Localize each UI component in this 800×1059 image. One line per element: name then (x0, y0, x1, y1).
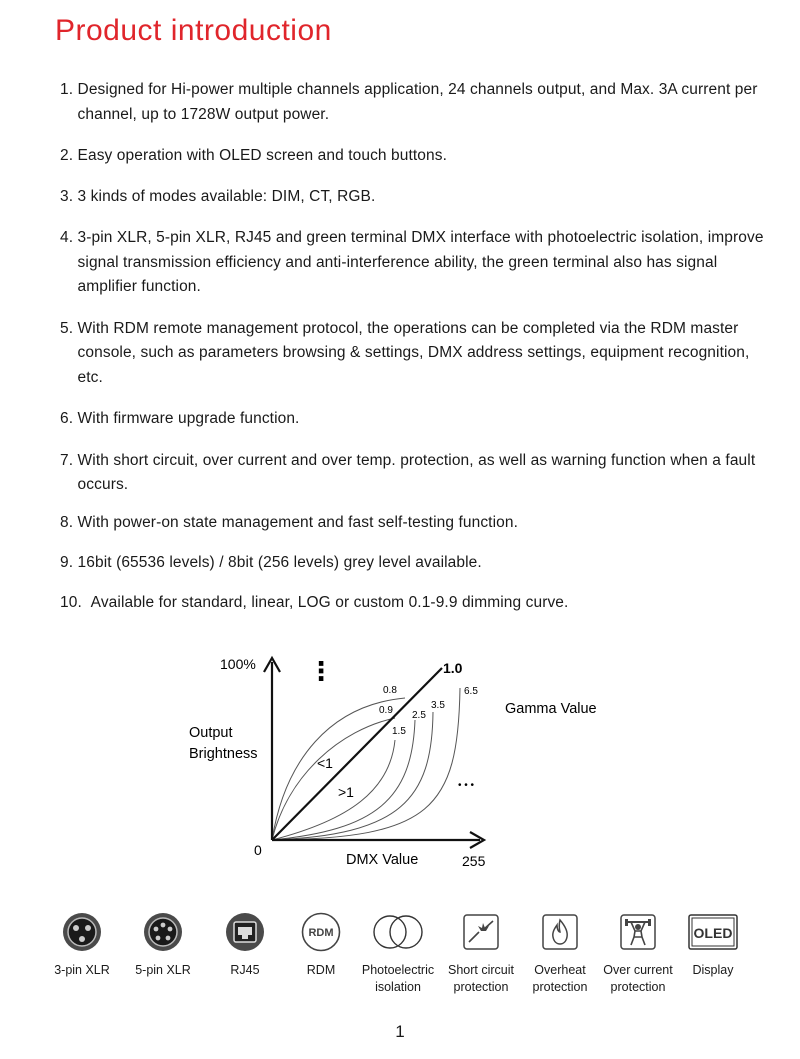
gamma-curve-3.5 (272, 712, 433, 840)
x-axis-max-label: 255 (462, 853, 486, 869)
item-text: Easy operation with OLED screen and touch buttons. (77, 147, 448, 164)
icon-cell (118, 912, 208, 979)
gamma-label-2.5: 2.5 (412, 710, 426, 721)
icon-cell (515, 912, 605, 996)
y-axis-max-label: 100% (220, 656, 256, 672)
icon-cell (37, 912, 127, 979)
item-text: With firmware upgrade function. (77, 410, 300, 427)
list-item (60, 185, 765, 210)
5pin-xlr-icon (143, 912, 183, 952)
gamma-label-1.5: 1.5 (392, 726, 406, 737)
icon-label: Display (692, 963, 734, 977)
icon-label: Overheat protection (532, 963, 588, 994)
icon-label: Photoelectric isolation (361, 963, 435, 994)
icon-cell (436, 912, 526, 996)
item-number: 8. (60, 513, 78, 531)
item-number: 7. (60, 451, 78, 469)
item-text: With short circuit, over current and over temp. protection, as well as warning function when a fault occurs. (77, 451, 756, 493)
item-text: With RDM remote management protocol, the operations can be completed via the RDM master console, such as parameters browsing & settings, DMX address settings, equipment recognition, etc. (77, 319, 750, 386)
item-number: 3. (60, 187, 78, 205)
icon-label: 3-pin XLR (54, 963, 110, 977)
page-title: Product introduction (55, 14, 332, 47)
gamma-label-3.5: 3.5 (431, 700, 445, 711)
item-text: 16bit (65536 levels) / 8bit (256 levels) grey level available. (77, 554, 482, 571)
list-item (60, 226, 765, 300)
gamma-curve-2.5 (272, 720, 415, 840)
rdm-icon (301, 912, 341, 952)
list-item (60, 449, 765, 498)
item-number: 9. (60, 554, 78, 571)
list-item (60, 511, 765, 536)
short-circuit-protection-icon (461, 912, 501, 952)
photoelectric-isolation-icon (366, 912, 430, 952)
item-number: 10. (60, 593, 91, 611)
less-than-one-label: <1 (317, 755, 333, 771)
icon-label: Short circuit protection (448, 963, 514, 994)
linear-curve (272, 668, 442, 840)
y-axis-label-line2: Brightness (189, 746, 258, 762)
y-axis-label-line1: Output (189, 725, 233, 741)
gamma-label-0.9: 0.9 (379, 705, 393, 716)
feature-icons-row (40, 912, 760, 1022)
item-number: 1. (60, 81, 78, 98)
rj45-icon (225, 912, 265, 952)
gamma-label-6.5: 6.5 (464, 686, 478, 697)
gamma-curve-diagram (180, 640, 620, 880)
item-number: 4. (60, 229, 78, 246)
icon-label: RDM (306, 963, 336, 977)
3pin-xlr-icon (62, 912, 102, 952)
over-current-protection-icon (618, 912, 658, 952)
x-axis-label: DMX Value (346, 852, 419, 868)
vertical-ellipsis: ⋮ (308, 656, 334, 686)
item-number: 2. (60, 147, 78, 164)
list-item (60, 144, 765, 169)
gamma-legend-label: Gamma Value (505, 701, 597, 717)
item-number: 5. (60, 319, 78, 337)
oled-glyph: OLED (693, 925, 733, 941)
origin-label: 0 (254, 842, 262, 858)
gamma-label-0.8: 0.8 (383, 685, 397, 696)
item-text: Available for standard, linear, LOG or custom 0.1-9.9 dimming curve. (90, 593, 569, 611)
page-number: 1 (395, 1022, 405, 1041)
icon-label: Over current protection (603, 963, 673, 994)
list-item (60, 78, 765, 127)
feature-list (60, 78, 765, 615)
list-item (60, 317, 765, 391)
rdm-glyph: RDM (308, 927, 334, 939)
icon-label: 5-pin XLR (135, 963, 191, 977)
item-text: With power-on state management and fast self-testing function. (77, 513, 518, 531)
icon-label: RJ45 (230, 963, 260, 977)
item-text: 3 kinds of modes available: DIM, CT, RGB. (77, 187, 376, 205)
item-text: 3-pin XLR, 5-pin XLR, RJ45 and green terminal DMX interface with photoelectric isolation, improve signal transmission efficiency and anti-interference ability, the green terminal also has signal amplifier function. (77, 229, 764, 295)
icon-cell (668, 912, 758, 979)
list-item (60, 551, 765, 576)
greater-than-one-label: >1 (338, 784, 354, 800)
list-item (60, 591, 765, 616)
overheat-protection-icon (540, 912, 580, 952)
display-icon (687, 912, 739, 952)
gamma-curve-1.5 (272, 740, 395, 840)
item-number: 6. (60, 410, 78, 427)
item-text: Designed for Hi-power multiple channels application, 24 channels output, and Max. 3A current per channel, up to 1728W output power. (77, 81, 758, 123)
horizontal-ellipsis: • • • (458, 780, 475, 791)
list-item (60, 407, 765, 432)
linear-gamma-label: 1.0 (443, 660, 463, 676)
icon-cell (353, 912, 443, 996)
